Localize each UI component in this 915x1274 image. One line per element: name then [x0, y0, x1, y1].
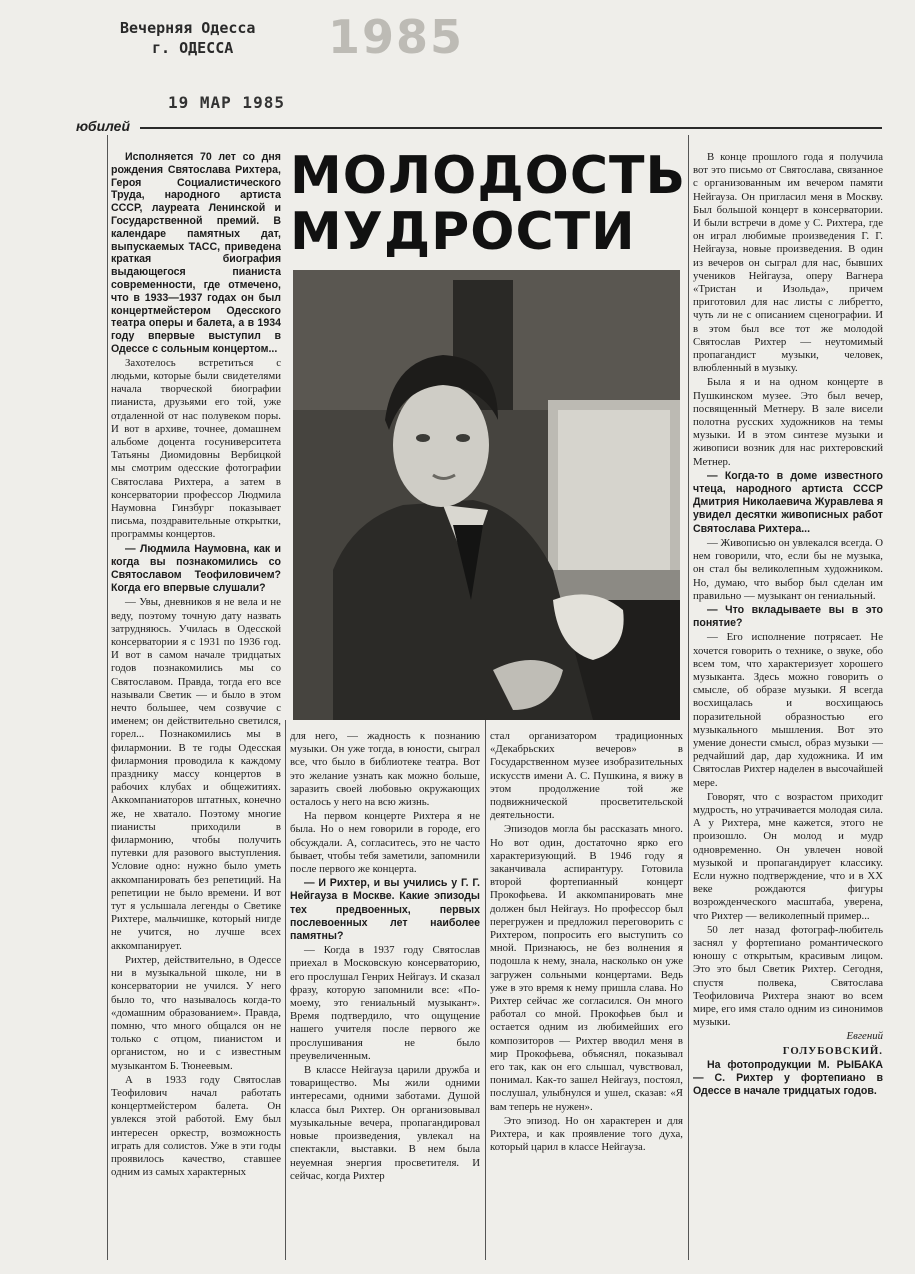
paragraph: В конце прошлого года я получила вот это письмо от Святослава, связанное с организованным им вечером памяти Нейгауза. Он пригласил меня в Москву. Был большой концерт в консерватории. И были встречи в доме у С. Рихтера, где он играл любимые произведения Г. Г. Нейгауза, новые произведения. В один из вечеров он сыграл для нас, бывших учеников Нейгауза, оперу Вагнера «Тристан и Изольда», причем приготовил для нас листы с либретто, чуть ли не с описанием сценографии. И в этом был все тот же молодой Святослав Рихтер — неутомимый пропагандист музыки, человек, влюбленный в музыку. [693, 151, 883, 375]
paragraph: для него, — жадность к познанию музыки. Он уже тогда, в юности, сыграл все, что было в библиотеке театра. Вот это желание узнать как можно больше, заразить своей любовью окружающих осталось у него на всю жизнь. [290, 730, 480, 809]
margin-rule [107, 135, 108, 1260]
paragraph: На первом концерте Рихтера я не была. Но о нем говорили в городе, его обсуждали. А, согласитесь, это не часто бывает, чтобы тебя заметили, запомнили после первого же концерта. [290, 810, 480, 876]
header-rule [140, 127, 882, 129]
paragraph: — Его исполнение потрясает. Не хочется говорить о технике, о звуке, обо всем том, что характеризует хорошего музыканта. Здесь можно говорить о смысле, об образе музыки. Я всегда восхищалась и восхищаюсь поразительной образностью его музыкального мышления. Вот это умение донести смысл, образ музыки — редчайший дар, дар художника. И им Святослав Рихтер наделен в высочайшей мере. [693, 631, 883, 789]
photo-image [293, 270, 680, 720]
column-rule [485, 720, 486, 1260]
paragraph: А в 1933 году Святослав Теофилович начал работать концертмейстером балета. Он увлекся этой работой. Ему был интересен оркестр, возможность играть для солистов. Уже в эти годы проявилось качество, ставшее одним из самых характерных [111, 1073, 281, 1179]
paragraph: Рихтер, действительно, в Одессе ни в музыкальной школе, ни в консерватории не учился. У него было то, что называлось когда-то «домашним образованием». Правда, помню, что много общался он не только с отцом, пианистом и органистом, но и с известным музыкантом Б. Тюнеевым. [111, 953, 281, 1072]
paragraph: Это эпизод. Но он характерен и для Рихтера, и как проявление того духа, который царил в классе Нейгауза. [490, 1114, 683, 1154]
headline [290, 148, 690, 260]
interview-question: — И Рихтер, и вы учились у Г. Г. Нейгауза в Москве. Какие эпизоды тех предвоенных, первых послевоенных лет наиболее памятны? [290, 877, 480, 943]
column-2 [290, 730, 480, 1255]
paragraph: Говорят, что с возрастом приходит мудрость, но утрачивается молодая сила. А у Рихтера, мне кажется, этого не произошло. Он молод и мудр одновременно. Он увлечен новой музыкой и пропагандирует классику. Если нужно подтверждение, что и в XX веке рождаются фигуры возрожденческого масштаба, уверена, что Рихтер — великолепный пример... [693, 790, 883, 922]
stamp-date: 19 МАР 1985 [168, 93, 285, 112]
paragraph: Захотелось встретиться с людьми, которые были свидетелями начала творческой биографии пианиста, друзьями его той, уже отдаленной от нас полувеком поры. И вот в архиве, точнее, домашнем альбоме доцента госуниверситета Татьяны Диомидовны Вербицкой мы смотрим одесские фотографии Святослава Рихтера, а затем в консерватории профессор Людмила Наумовна Гинзбург показывает письма, поздравительные открытки, программы концертов. [111, 356, 281, 541]
column-1 [111, 151, 281, 1256]
interview-question: — Что вкладываете вы в это понятие? [693, 603, 883, 630]
headline-line-1: МОЛОДОСТЬ [290, 146, 687, 206]
paragraph: — Живописью он увлекался всегда. О нем говорили, что, если бы не музыка, он стал бы великолепным художником. Но, думаю, что выбор был сделан им правильно — музыкант он гениальный. [693, 536, 883, 602]
paragraph: 50 лет назад фотограф-любитель заснял у фортепиано романтического юношу с открытым, красивым лицом. Это это был Светик Рихтер. Сегодня, спустя полвека, Святослава Теофиловича Рихтера знают во всем мире, его имя стало одним из синонимов музыки. [693, 923, 883, 1029]
column-rule [688, 135, 689, 1260]
paragraph: Была я и на одном концерте в Пушкинском музее. Это был вечер, посвященный Метнеру. В зале висели полотна русских художников на темы музыки. И в этом синтезе музыки и живописи возник для нас рихтеровский Метнер. [693, 376, 883, 468]
pencil-year-note: 1985 [328, 10, 465, 64]
paragraph: Эпизодов могла бы рассказать много. Но вот один, достаточно ярко его характеризующий. В 1946 году я заканчивала аспирантуру. Готовила второй фортепианный концерт Прокофьева. И аккомпанировать мне должен был Нейгауз. Но профессор был перегружен и предложил переговорить с Рихтером, попросить его выступить со мной. Признаюсь, не без волнения я подошла к нему, знала, насколько он уже загружен сольными концертами. Ведь уже в это время к нему пришла слава. Но Рихтер сейчас же согласился. Он много работал со мной. Прокофьев был и остается одним из любимейших его композиторов — Рихтер вводил меня в мир Прокофьева, объяснял, показывал его так, как он его слышал, чувствовал, понимал. Как-то зашел Нейгауз, постоял, послушал, улыбнулся и ушел, сказав: «Я вам теперь не нужен». [490, 823, 683, 1113]
photo-richter-at-piano [293, 270, 680, 720]
stamp-newspaper-name: Вечерняя Одесса [120, 19, 256, 37]
headline-line-2: МУДРОСТИ [290, 202, 636, 262]
paragraph: стал организатором традиционных «Декабрьских вечеров» в Государственном музее изобразительных искусств имени А. С. Пушкина, я вижу в этом продолжение той же подвижнической просветительской деятельности. [490, 730, 683, 822]
newspaper-stamp [120, 18, 255, 58]
interview-question: — Когда-то в доме известного чтеца, народного артиста СССР Дмитрия Николаевича Журавлева я увидел десятки живописных работ Святослава Рихтера... [693, 469, 883, 535]
interview-question: — Людмила Наумовна, как и когда вы познакомились со Святославом Теофиловичем? Когда его впервые слушали? [111, 542, 281, 595]
column-rule [285, 720, 286, 1260]
column-4 [693, 151, 883, 1256]
stamp-city: г. ОДЕССА [152, 39, 234, 57]
author-first-name: Евгений [846, 1030, 883, 1043]
lead-paragraph: Исполняется 70 лет со дня рождения Святослава Рихтера, Героя Социалистического Труда, народного артиста СССР, лауреата Ленинской и Государственной премий. В календаре памятных дат, выпускаемых ТАСС, приведена краткая биография выдающегося пианиста современности, где отмечено, что в 1933—1937 годах он был концертмейстером Одесского театра оперы и балета, а в 1934 году впервые выступил в Одессе с сольным концертом... [111, 151, 281, 355]
paragraph: В классе Нейгауза царили дружба и товарищество. Мы жили одними интересами, одними заботами. Душой класса был Рихтер. Он организовывал музыкальные вечера, пропагандировал новые произведения, увлекал на спектакли, выставки. В нем была неуемная энергия просветителя. И сейчас, когда Рихтер [290, 1064, 480, 1182]
column-3 [490, 730, 683, 1255]
rubric-label: юбилей [76, 118, 131, 134]
author-last-name: ГОЛУБОВСКИЙ. [782, 1044, 883, 1057]
paragraph: — Когда в 1937 году Святослав приехал в Московскую консерваторию, его прослушал Генрих Нейгауз. И сказал фразу, которую запомнили все: «По-моему, это гениальный музыкант». Время подтвердило, что ощущение нашего учителя после первого же прослушивания не было преувеличенным. [290, 944, 480, 1062]
photo-caption: На фотопродукции М. РЫБАКА — С. Рихтер у фортепиано в Одессе в начале тридцатых годов. [693, 1058, 883, 1098]
paragraph: — Увы, дневников я не вела и не веду, поэтому точную дату назвать затрудняюсь. Училась в Одесской консерватории я с 1931 по 1936 год. И вот в самом начале тридцатых годов познакомились мы со Святославом. Правда, тогда его все называли Светик — и было в этом нечто большее, чем созвучие с именем; он действительно светился, горел... Познакомились мы в филармонии. В те годы Одесская филармония проводила к каждому празднику массу концертов в рабочих клубах и общежитиях. Аккомпаниаторов штатных, конечно же, не хватало. Поэтому многие пианисты приходили в филармонию, чтобы получить путевки для разового выступления. Условие одно: нужно было уметь аккомпанировать без репетиций. На репетиции не было времени. И вот тут я услышала легенды о Светике Рихтере, мальчишке, который нигде не учится, но лучше всех аккомпанирует. [111, 596, 281, 952]
